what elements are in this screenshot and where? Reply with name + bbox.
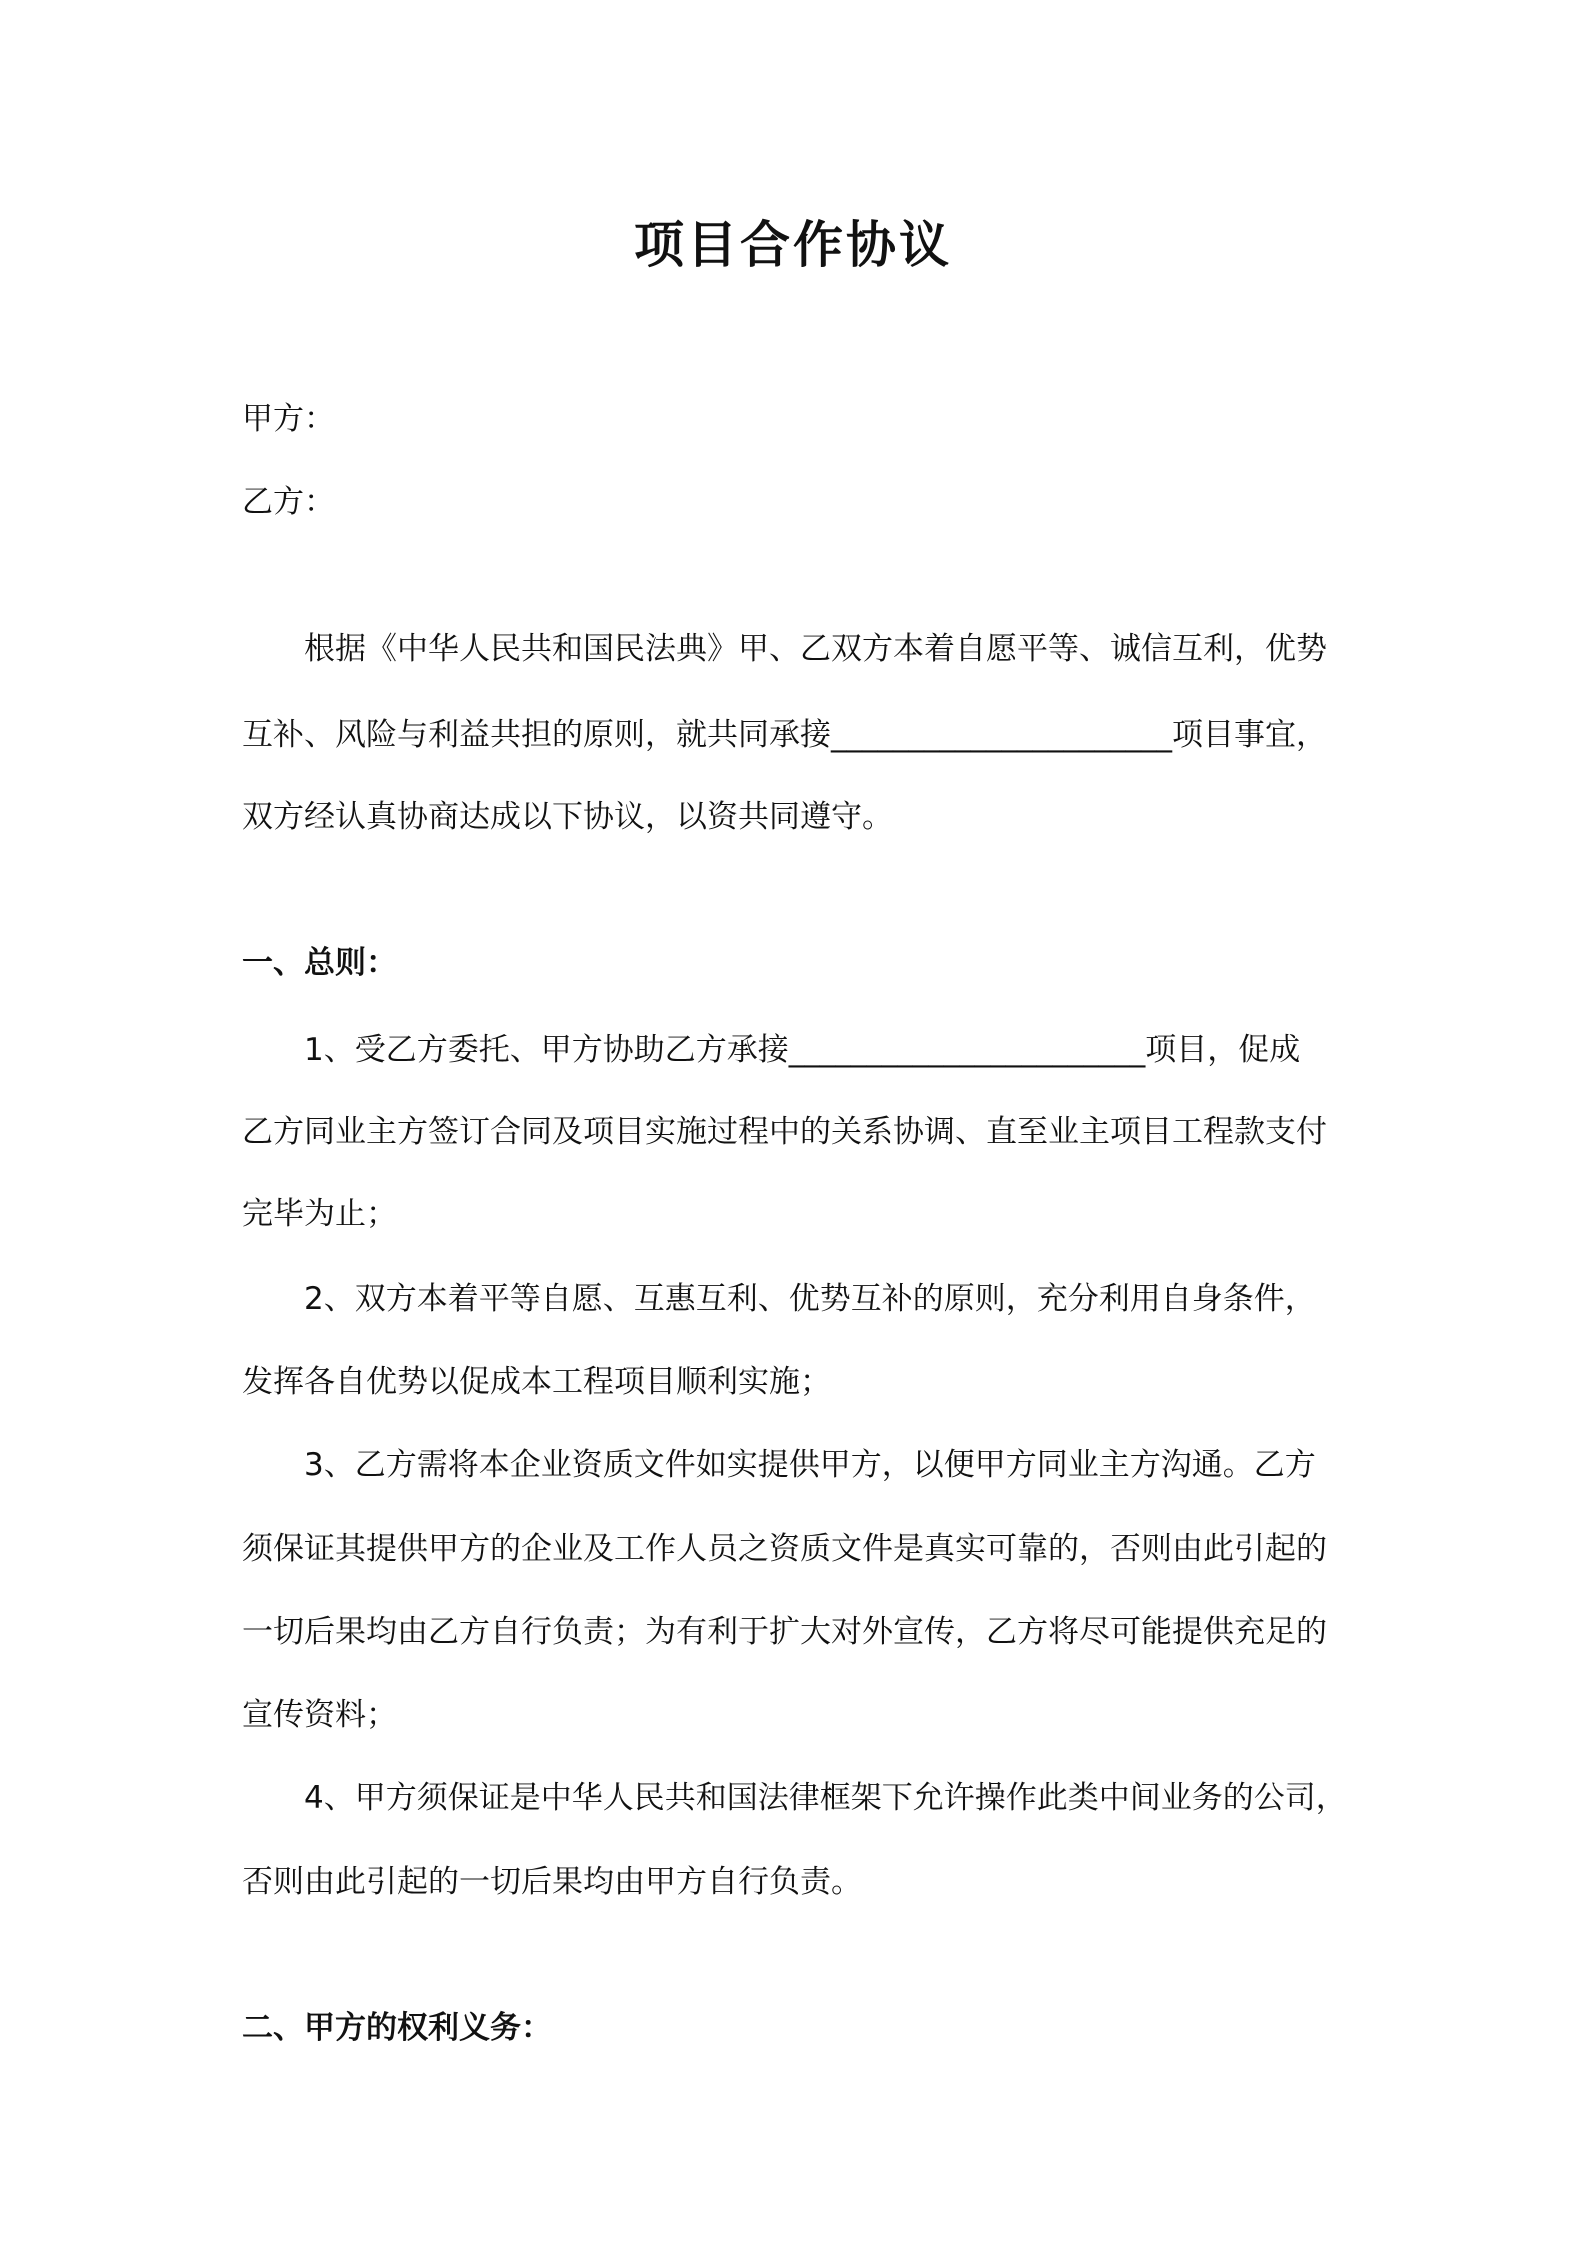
clause-line: 否则由此引起的一切后果均由甲方自行负责。 [242, 1864, 862, 1900]
section-heading: 二、甲方的权利义务： [242, 2010, 552, 2046]
clause-line: 完毕为止； [242, 1196, 397, 1232]
party-a-label: 甲方： [242, 401, 335, 437]
preamble-line: 互补、风险与利益共担的原则，就共同承接______________________项目事宜， [242, 717, 1327, 753]
preamble-line: 双方经认真协商达成以下协议，以资共同遵守。 [242, 799, 893, 835]
party-b-label: 乙方： [242, 484, 335, 520]
clause-line: 2、双方本着平等自愿、互惠互利、优势互补的原则，充分利用自身条件， [304, 1281, 1316, 1317]
clause-line: 宣传资料； [242, 1697, 397, 1733]
clause-line: 乙方同业主方签订合同及项目实施过程中的关系协调、直至业主项目工程款支付 [242, 1114, 1327, 1150]
clause-line: 1、受乙方委托、甲方协助乙方承接_______________________项目，促成 [304, 1032, 1301, 1068]
clause-line: 一切后果均由乙方自行负责；为有利于扩大对外宣传，乙方将尽可能提供充足的 [242, 1614, 1327, 1650]
clause-line: 4、甲方须保证是中华人民共和国法律框架下允许操作此类中间业务的公司， [304, 1780, 1347, 1816]
preamble-line: 根据《中华人民共和国民法典》甲、乙双方本着自愿平等、诚信互利，优势 [304, 631, 1327, 667]
section-heading: 一、总则： [242, 945, 397, 981]
clause-line: 须保证其提供甲方的企业及工作人员之资质文件是真实可靠的，否则由此引起的 [242, 1531, 1327, 1567]
clause-line: 发挥各自优势以促成本工程项目顺利实施； [242, 1364, 831, 1400]
document-title: 项目合作协议 [634, 216, 952, 274]
clause-line: 3、乙方需将本企业资质文件如实提供甲方，以便甲方同业主方沟通。乙方 [304, 1447, 1316, 1483]
